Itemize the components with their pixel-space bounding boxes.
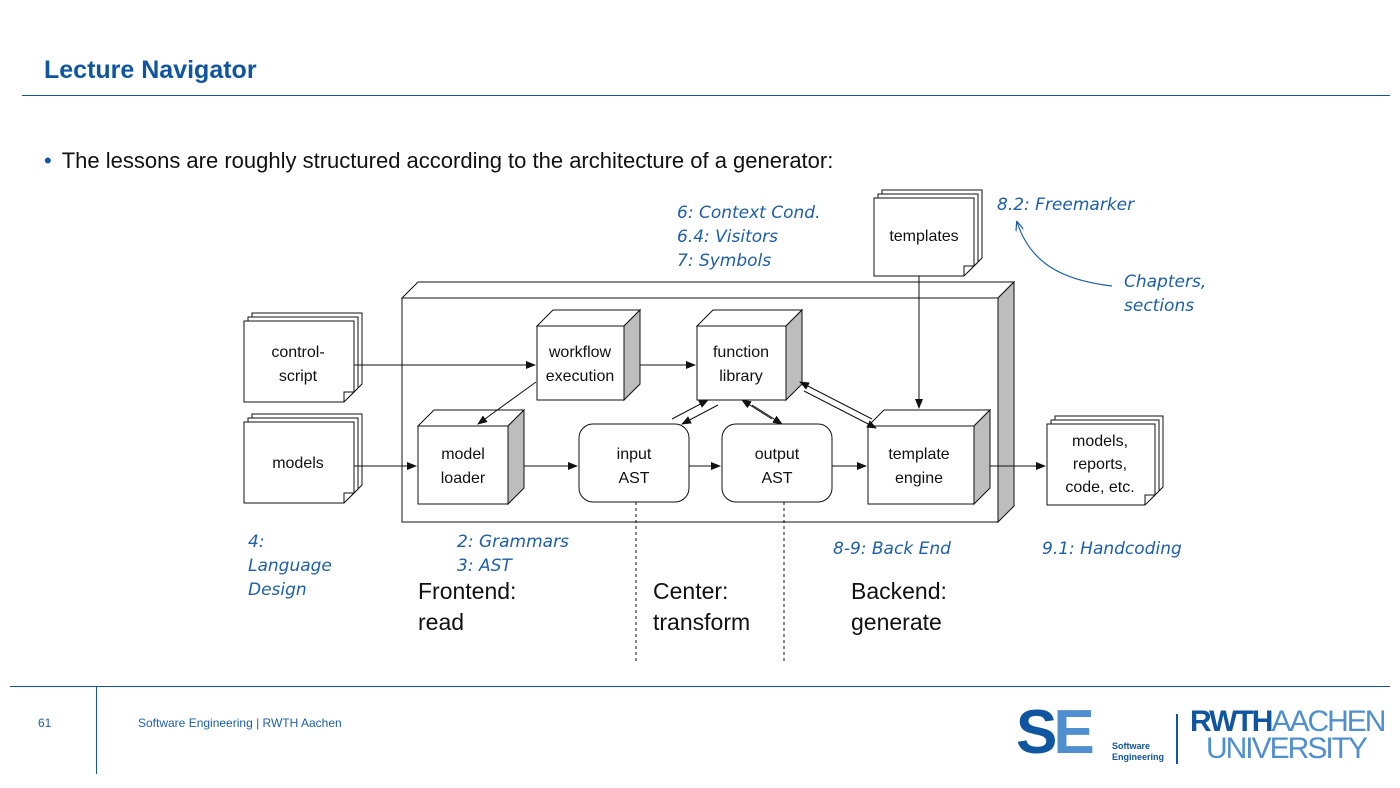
grammars-line1: 2: Grammars [457, 532, 569, 552]
se-logo [1016, 698, 1166, 770]
footer-divider [10, 686, 1390, 687]
template-engine-line1: template [888, 446, 950, 463]
se-logo-caption-line1: Software [1112, 741, 1151, 751]
template-engine-box [868, 410, 990, 504]
workflow-line2: execution [545, 368, 615, 385]
rwth-logo-rwth: RWTH [1190, 705, 1272, 738]
language-design-line2: Language [248, 556, 332, 576]
models-document [244, 414, 362, 503]
center-line2: transform [653, 609, 751, 635]
frontend-line2: read [418, 609, 465, 635]
function-library-box [697, 310, 802, 400]
language-design-annotation [248, 530, 332, 602]
center-line1: Center: [653, 578, 729, 604]
workflow-execution-box [537, 310, 640, 400]
output-ast-line2: AST [761, 470, 793, 487]
page-number: 61 [38, 716, 52, 730]
rwth-logo-line1 [1190, 705, 1385, 738]
grammars-annotation [457, 530, 569, 578]
logo-separator [1176, 714, 1178, 764]
handcoding-annotation: 9.1: Handcoding [1042, 539, 1182, 559]
input-ast-line2: AST [618, 470, 650, 487]
model-loader-box [418, 410, 524, 504]
se-logo-caption [1112, 741, 1164, 763]
rwth-logo [1190, 705, 1385, 768]
back-end-annotation: 8-9: Back End [833, 539, 951, 559]
control-script-document [244, 313, 362, 402]
workflow-line1: workflow [548, 344, 612, 361]
output-ast-node [722, 424, 832, 502]
se-logo-caption-line2: Engineering [1112, 752, 1165, 762]
models-label: models [272, 455, 324, 472]
control-script-line2: script [278, 368, 318, 385]
backend-line1: Backend: [851, 578, 947, 604]
context-annotation-line1: 6: Context Cond. [677, 203, 821, 223]
function-library-line1: function [712, 344, 770, 361]
rwth-logo-line2: UNIVERSITY [1205, 732, 1366, 765]
frontend-line1: Frontend: [418, 578, 517, 604]
output-ast-line1: output [754, 446, 800, 463]
input-ast-line1: input [616, 446, 652, 463]
center-phase-label [653, 576, 750, 638]
bullet-dot-icon: • [44, 148, 52, 173]
output-line1: models, [1071, 433, 1129, 450]
language-design-line3: Design [248, 580, 307, 600]
chapters-annotation [1124, 270, 1206, 318]
templates-document [874, 190, 982, 276]
se-logo-letters [1016, 698, 1091, 768]
language-design-line1: 4: [248, 532, 265, 552]
context-annotation-line3: 7: Symbols [677, 251, 772, 271]
model-loader-line2: loader [440, 470, 486, 487]
backend-phase-label [851, 576, 947, 638]
context-annotation-line2: 6.4: Visitors [677, 227, 779, 247]
se-logo-e: E [1053, 698, 1091, 767]
frontend-phase-label [418, 576, 516, 638]
output-line3: code, etc. [1065, 479, 1135, 496]
grammars-line2: 3: AST [457, 556, 512, 576]
model-loader-line1: model [441, 446, 485, 463]
control-script-line1: control- [271, 344, 325, 361]
output-line2: reports, [1072, 456, 1128, 473]
function-library-line2: library [719, 368, 763, 385]
context-annotation [677, 201, 821, 273]
footer-text: Software Engineering | RWTH Aachen [138, 716, 342, 730]
se-logo-s: S [1016, 698, 1054, 767]
backend-line2: generate [851, 609, 942, 635]
input-ast-node [579, 424, 689, 502]
rwth-logo-aachen: AACHEN [1271, 705, 1385, 738]
bullet-text: The lessons are roughly structured according to the architecture of a generator: [61, 148, 834, 173]
output-document [1047, 416, 1163, 505]
annotation-pointer-curve [1017, 222, 1112, 286]
chapters-annotation-line1: Chapters, [1124, 272, 1207, 292]
chapters-annotation-line2: sections [1124, 296, 1195, 316]
template-engine-line2: engine [894, 470, 944, 487]
page-title: Lecture Navigator [44, 56, 257, 84]
footer-vertical-divider [96, 686, 97, 774]
templates-label: templates [889, 228, 959, 245]
freemarker-annotation: 8.2: Freemarker [997, 195, 1135, 215]
